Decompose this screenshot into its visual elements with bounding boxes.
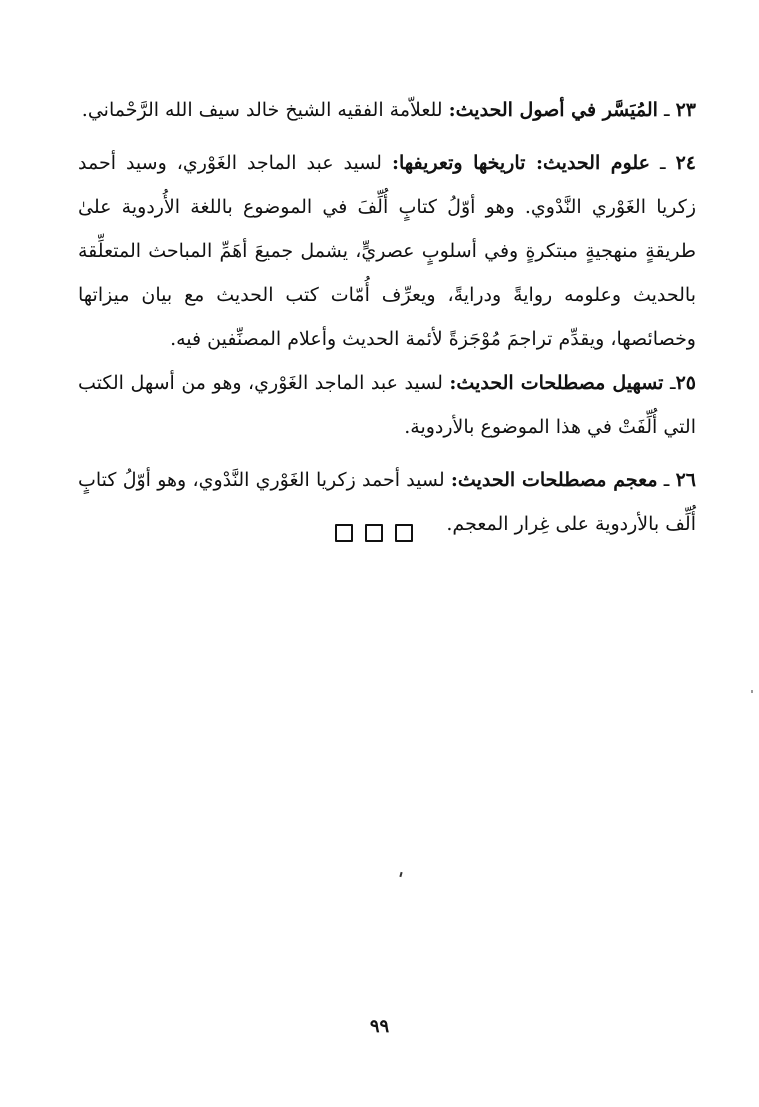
entry-number: ٢٤ [675,152,696,174]
bibliography-entry-25 [78,361,696,449]
bibliography-entry-24 [78,141,696,361]
entry-number: ٢٦ [675,469,696,491]
scan-speck [399,872,402,877]
bibliography-entry-23 [78,88,696,132]
section-end-ornament [335,524,413,542]
entry-body: لسيد عبد الماجد الغَوْري، وسيد أحمد زكريا الغَوْري النَّدْوي. وهو أوّلُ كتابٍ أُلِّفَ في الموضوع باللغة الأُردوية علىٰ طريقةٍ منهجيةٍ مبتكرةٍ وفي أسلوبٍ عصريٍّ، يشمل جميعَ أهَمِّ المباحث المتعلِّقة بالحديث وعلومه روايةً ودرايةً، ويعرِّف أُمّات كتب الحديث مع بيان ميزاتها وخصائصها، ويقدِّم تراجمَ مُوْجَزةً لأئمة الحديث وأعلام المصنِّفين فيه. [78,152,696,350]
square-ornament-icon [365,524,383,542]
entry-title: المُيَسَّر في أصول الحديث: [448,99,658,121]
entry-separator: ـ [657,99,676,121]
page-number: ٩٩ [369,1016,390,1037]
entry-separator: ـ [650,152,676,174]
entry-separator: ـ [663,372,676,394]
square-ornament-icon [395,524,413,542]
entry-number: ٢٣ [675,99,696,121]
entry-body: للعلاّمة الفقيه الشيخ خالد سيف الله الرَّحْماني. [81,99,449,121]
entry-title: تسهيل مصطلحات الحديث: [449,372,664,394]
entry-number: ٢٥ [675,372,696,394]
scan-speck [751,690,753,693]
entry-body: لسيد أحمد زكريا الغَوْري النَّدْوي، وهو أوّلُ كتابٍ أُلِّف بالأردوية على غِرار المعجم. [78,469,696,535]
entry-separator: ـ [657,469,676,491]
entry-title: معجم مصطلحات الحديث: [450,469,658,491]
bibliography-list [78,88,696,546]
square-ornament-icon [335,524,353,542]
entry-title: علوم الحديث: تاريخها وتعريفها: [391,152,651,174]
entry-body: لسيد عبد الماجد الغَوْري، وهو من أسهل الكتب التي أُلِّفَتْ في هذا الموضوع بالأردوية. [78,372,696,438]
